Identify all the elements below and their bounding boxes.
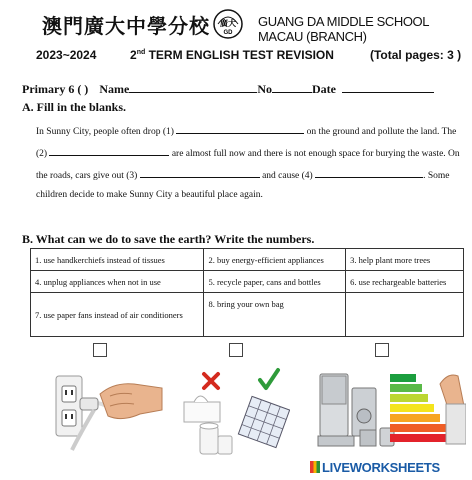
blank-1-field[interactable] [176,124,304,134]
number-field[interactable] [272,83,312,93]
energy-efficient-appliances-picture [316,366,466,450]
table-cell: 7. use paper fans instead of air conditioners [31,293,204,337]
paragraph-line-4: children decide to make Sunny City a beautiful place again. [36,190,263,200]
test-subheader [0,46,472,64]
name-label: Name [99,82,130,96]
table-cell: 2. buy energy-efficient appliances [204,249,346,271]
table-cell: 1. use handkerchiefs instead of tissues [31,249,204,271]
paragraph-line-3: the roads, cars give out (3) and cause (4) . Some [36,168,449,181]
table-row [31,249,464,271]
svg-text:廣大: 廣大 [220,18,236,28]
blank-3-field[interactable] [140,168,260,178]
total-pages: (Total pages: 3 ) [370,48,462,62]
tick-icon [260,370,278,388]
tissue-vs-handkerchief-picture [178,366,290,458]
school-name-chinese: 澳門廣大中學分校 [42,14,210,38]
blank-4-field[interactable] [315,168,423,178]
date-field[interactable] [342,83,434,93]
unplug-appliance-picture [50,364,170,452]
section-b-title: B. What can we do to save the earth? Write the numbers. [22,232,315,246]
word-bank-table [30,248,464,337]
blank-2-field[interactable] [49,146,169,156]
liveworksheets-logo: LIVEWORKSHEETS [310,460,440,475]
date-label: Date [311,82,336,96]
paragraph-line-1: In Sunny City, people often drop (1) on the ground and pollute the land. The [36,124,456,137]
name-field[interactable] [129,83,257,93]
school-logo-icon [212,8,244,40]
cross-icon [204,374,218,388]
school-year: 2023~2024 [36,48,97,62]
test-title: 2nd TERM ENGLISH TEST REVISION [130,48,334,62]
table-cell: 8. bring your own bag [204,293,346,337]
table-cell: 3. help plant more trees [346,249,464,271]
liveworksheets-mark-icon [310,461,320,473]
answer-box-2[interactable] [229,343,243,357]
paragraph-line-2: (2) are almost full now and there is not enough space for burying the waste. On [36,146,460,159]
table-cell: 4. unplug appliances when not in use [31,271,204,293]
table-row [31,271,464,293]
table-row [31,293,464,337]
school-name-english: GUANG DA MIDDLE SCHOOL MACAU (BRANCH) [258,14,429,44]
table-cell: 5. recycle paper, cans and bottles [204,271,346,293]
table-cell: 6. use rechargeable batteries [346,271,464,293]
svg-text:GD: GD [223,30,233,36]
page-header [0,0,472,46]
answer-box-1[interactable] [93,343,107,357]
no-label: No [257,82,272,96]
answer-box-3[interactable] [375,343,389,357]
class-label: Primary 6 ( ) [22,82,89,96]
student-info-line [22,82,434,97]
table-cell [346,293,464,337]
section-a-title: A. Fill in the blanks. [22,100,127,114]
